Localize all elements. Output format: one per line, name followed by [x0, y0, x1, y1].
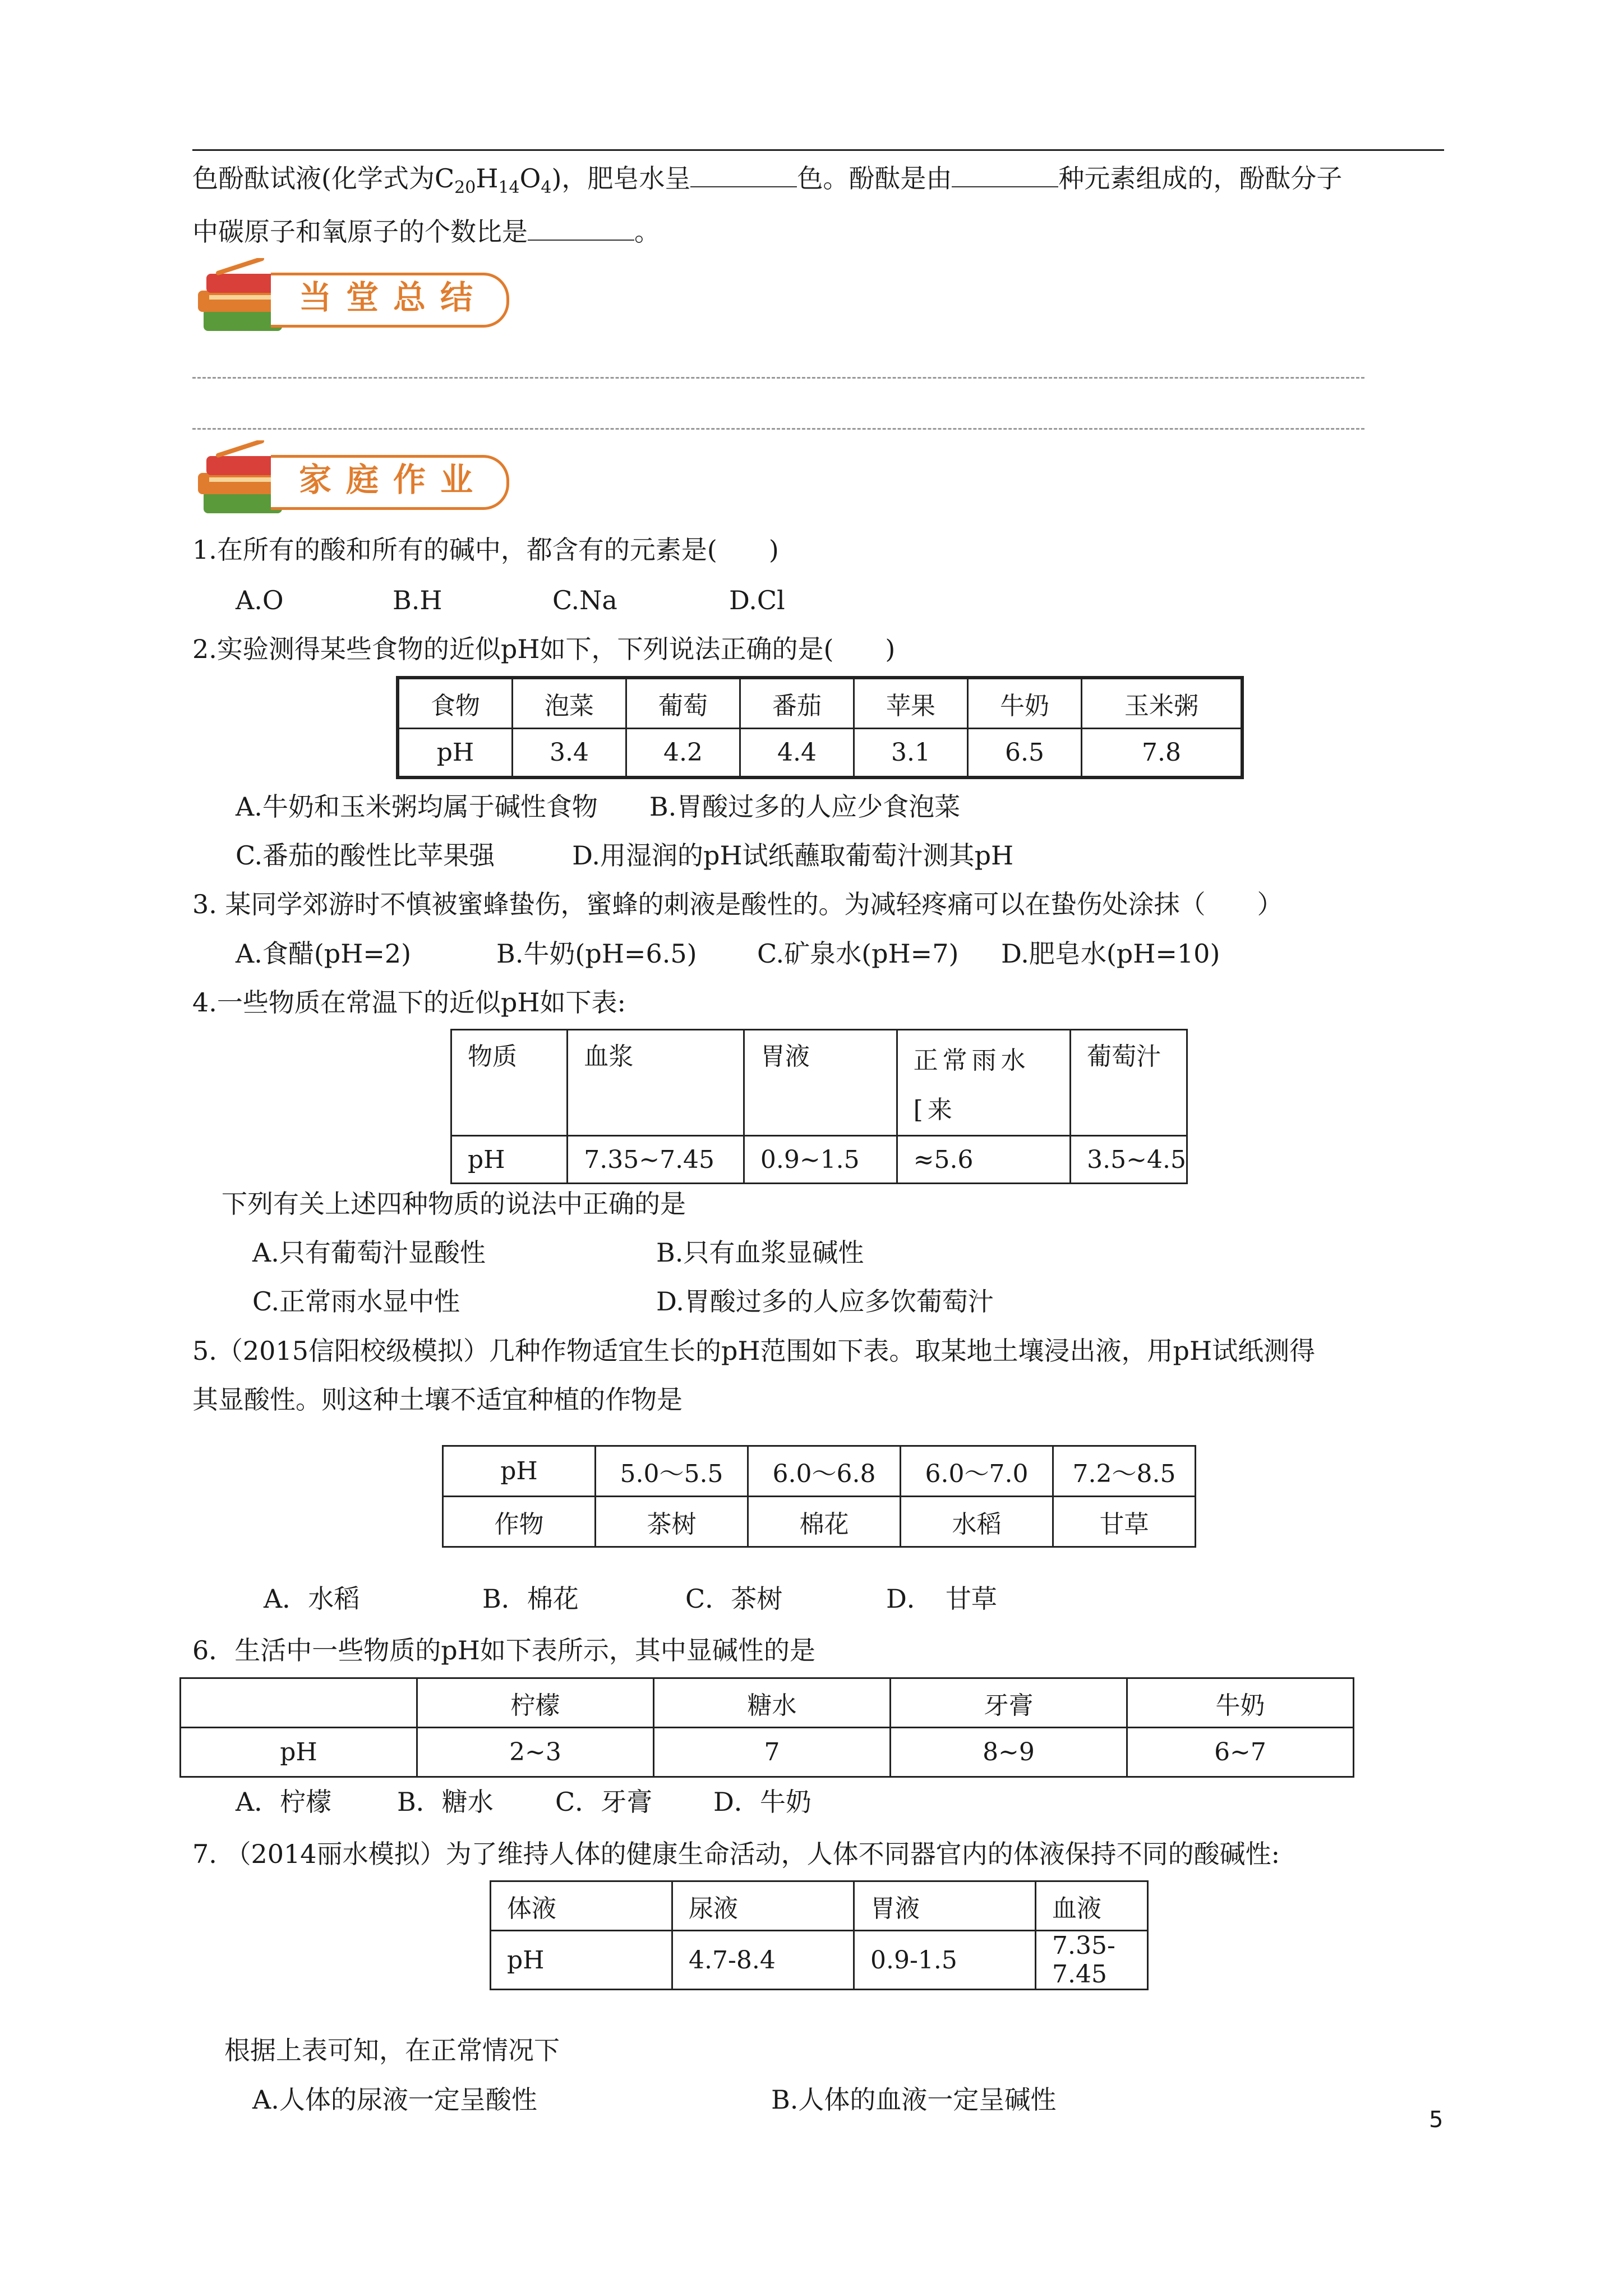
- summary-banner: [192, 258, 529, 342]
- option: C.Na: [552, 585, 617, 615]
- table-cell: 6.0～6.8: [748, 1446, 901, 1497]
- table-cell: 牙膏: [891, 1678, 1127, 1728]
- cell-text: [来: [913, 1096, 957, 1124]
- option: D．牛奶: [713, 1787, 811, 1817]
- table-cell: 3.4: [513, 728, 626, 777]
- table-cell: 0.9~1.5: [744, 1136, 897, 1184]
- table-cell: 玉米粥: [1082, 678, 1243, 728]
- option: A.食醋(pH=2): [236, 938, 412, 969]
- option: C.矿泉水(pH=7): [757, 938, 959, 969]
- table-cell: 4.2: [626, 728, 740, 777]
- banner-title: 家庭作业: [299, 461, 488, 499]
- table-cell: 6.5: [968, 728, 1082, 777]
- option: B.牛奶(pH=6.5): [496, 938, 697, 969]
- table-row: [398, 728, 1242, 777]
- answer-line: [192, 377, 1364, 379]
- food-ph-table: [396, 676, 1244, 779]
- option: C.正常雨水显中性: [252, 1286, 460, 1317]
- question-1-stem: 1.在所有的酸和所有的碱中，都含有的元素是( ): [192, 535, 779, 565]
- crop-ph-table: [442, 1445, 1196, 1548]
- table-cell: 茶树: [596, 1497, 748, 1547]
- table-cell: 水稻: [901, 1497, 1053, 1547]
- table-cell: 物质: [451, 1030, 568, 1136]
- table-cell: 血浆: [568, 1030, 744, 1136]
- question-2-stem: 2.实验测得某些食物的近似pH如下，下列说法正确的是( ): [192, 634, 896, 664]
- table-cell: 7.2～8.5: [1053, 1446, 1196, 1497]
- table-cell: 甘草: [1053, 1497, 1196, 1547]
- table-cell: [181, 1678, 417, 1728]
- table-cell: [897, 1030, 1071, 1136]
- table-cell: 番茄: [740, 678, 854, 728]
- question-6-stem: 6．生活中一些物质的pH如下表所示，其中显碱性的是: [192, 1635, 815, 1665]
- table-cell: 糖水: [654, 1678, 891, 1728]
- options-line: C.番茄的酸性比苹果强 D.用湿润的pH试纸蘸取葡萄汁测其pH: [236, 840, 1014, 871]
- table-cell: 2~3: [417, 1728, 654, 1777]
- table-cell: 3.5~4.5: [1071, 1136, 1187, 1184]
- table-row: [181, 1728, 1354, 1777]
- table-cell: 4.4: [740, 728, 854, 777]
- option: A.只有葡萄汁显酸性: [252, 1237, 486, 1268]
- table-cell: pH: [398, 728, 513, 777]
- banner-title: 当堂总结: [299, 278, 488, 316]
- options-line: A.牛奶和玉米粥均属于碱性食物 B.胃酸过多的人应少食泡菜: [236, 792, 961, 822]
- header-rule: [192, 149, 1444, 151]
- answer-line: [192, 428, 1364, 430]
- table-cell: 葡萄: [626, 678, 740, 728]
- table-cell: 胃液: [744, 1030, 897, 1136]
- table-cell: pH: [181, 1728, 417, 1777]
- table-cell: 作物: [443, 1497, 596, 1547]
- question-4-prompt: 下列有关上述四种物质的说法中正确的是: [222, 1189, 686, 1219]
- question-7-stem: 7. （2014丽水模拟）为了维持人体的健康生命活动，人体不同器官内的体液保持不同的酸碱性:: [192, 1839, 1280, 1869]
- table-cell: 7.35-7.45: [1036, 1931, 1148, 1990]
- option: A．水稻: [264, 1584, 360, 1614]
- table-cell: 0.9-1.5: [854, 1931, 1036, 1990]
- option: B.只有血浆显碱性: [656, 1237, 864, 1268]
- substance-ph-table: [450, 1029, 1188, 1184]
- table-cell: 4.7-8.4: [672, 1931, 854, 1990]
- table-cell: 牛奶: [968, 678, 1082, 728]
- page-number: 5: [1429, 2107, 1444, 2133]
- question-7-prompt: 根据上表可知，在正常情况下: [224, 2035, 560, 2065]
- table-cell: 体液: [491, 1881, 672, 1931]
- table-row: [443, 1497, 1196, 1547]
- option: D.肥皂水(pH=10): [1001, 938, 1220, 969]
- table-cell: 7.35~7.45: [568, 1136, 744, 1184]
- table-cell: 牛奶: [1127, 1678, 1354, 1728]
- table-cell: 葡萄汁: [1071, 1030, 1187, 1136]
- table-cell: 7.8: [1082, 728, 1243, 777]
- table-row: [181, 1678, 1354, 1728]
- table-cell: 7: [654, 1728, 891, 1777]
- table-cell: 6~7: [1127, 1728, 1354, 1777]
- table-cell: ≈5.6: [897, 1136, 1071, 1184]
- option: A．柠檬: [236, 1787, 332, 1817]
- table-cell: 食物: [398, 678, 513, 728]
- table-row: [491, 1881, 1148, 1931]
- intro-line-2: 中碳原子和氧原子的个数比是 。: [192, 217, 660, 247]
- table-cell: 血液: [1036, 1881, 1148, 1931]
- table-row: [491, 1931, 1148, 1990]
- table-cell: 尿液: [672, 1881, 854, 1931]
- option: D.胃酸过多的人应多饮葡萄汁: [656, 1286, 994, 1317]
- option: B．棉花: [482, 1584, 579, 1614]
- table-cell: 6.0～7.0: [901, 1446, 1053, 1497]
- table-cell: 柠檬: [417, 1678, 654, 1728]
- intro-line-1: 色酚酞试液(化学式为$C_{20}H_{14}O_4$)，肥皂水呈 色。酚酞是由 种元素组成的，酚酞分子: [192, 163, 1343, 197]
- question-3-stem: 3. 某同学郊游时不慎被蜜蜂蛰伤，蜜蜂的刺液是酸性的。为减轻疼痛可以在蛰伤处涂抹（ ）: [192, 889, 1283, 919]
- body-fluid-ph-table: [490, 1880, 1149, 1990]
- option: B．糖水: [397, 1787, 494, 1817]
- table-cell: pH: [491, 1931, 672, 1990]
- question-5-stem-1: 5.（2015信阳校级模拟）几种作物适宜生长的pH范围如下表。取某地土壤浸出液，用pH试纸测得: [192, 1336, 1316, 1366]
- homework-banner: [192, 440, 529, 524]
- table-row: [443, 1446, 1196, 1497]
- table-row: [398, 678, 1242, 728]
- table-cell: pH: [451, 1136, 568, 1184]
- option: C．牙膏: [555, 1787, 653, 1817]
- daily-ph-table: [179, 1677, 1354, 1778]
- option: D． 甘草: [886, 1584, 997, 1614]
- table-cell: pH: [443, 1446, 596, 1497]
- blank: [952, 164, 1058, 187]
- table-cell: 泡菜: [513, 678, 626, 728]
- table-row: [451, 1136, 1187, 1184]
- question-5-stem-2: 其显酸性。则这种土壤不适宜种植的作物是: [192, 1384, 683, 1415]
- option: C．茶树: [685, 1584, 783, 1614]
- table-cell: 苹果: [854, 678, 968, 728]
- table-cell: 胃液: [854, 1881, 1036, 1931]
- table-cell: 3.1: [854, 728, 968, 777]
- option: A.O: [236, 585, 284, 615]
- question-4-stem: 4.一些物质在常温下的近似pH如下表:: [192, 987, 626, 1018]
- table-cell: 棉花: [748, 1497, 901, 1547]
- table-row: [451, 1030, 1187, 1136]
- option: B.人体的血液一定呈碱性: [771, 2085, 1057, 2115]
- option: D.Cl: [729, 585, 785, 615]
- table-cell: 8~9: [891, 1728, 1127, 1777]
- blank: [528, 217, 634, 241]
- option: A.人体的尿液一定呈酸性: [252, 2085, 537, 2115]
- option: B.H: [393, 585, 442, 615]
- table-cell: 5.0～5.5: [596, 1446, 748, 1497]
- cell-text: 正常雨水: [913, 1046, 1030, 1075]
- blank: [690, 164, 797, 187]
